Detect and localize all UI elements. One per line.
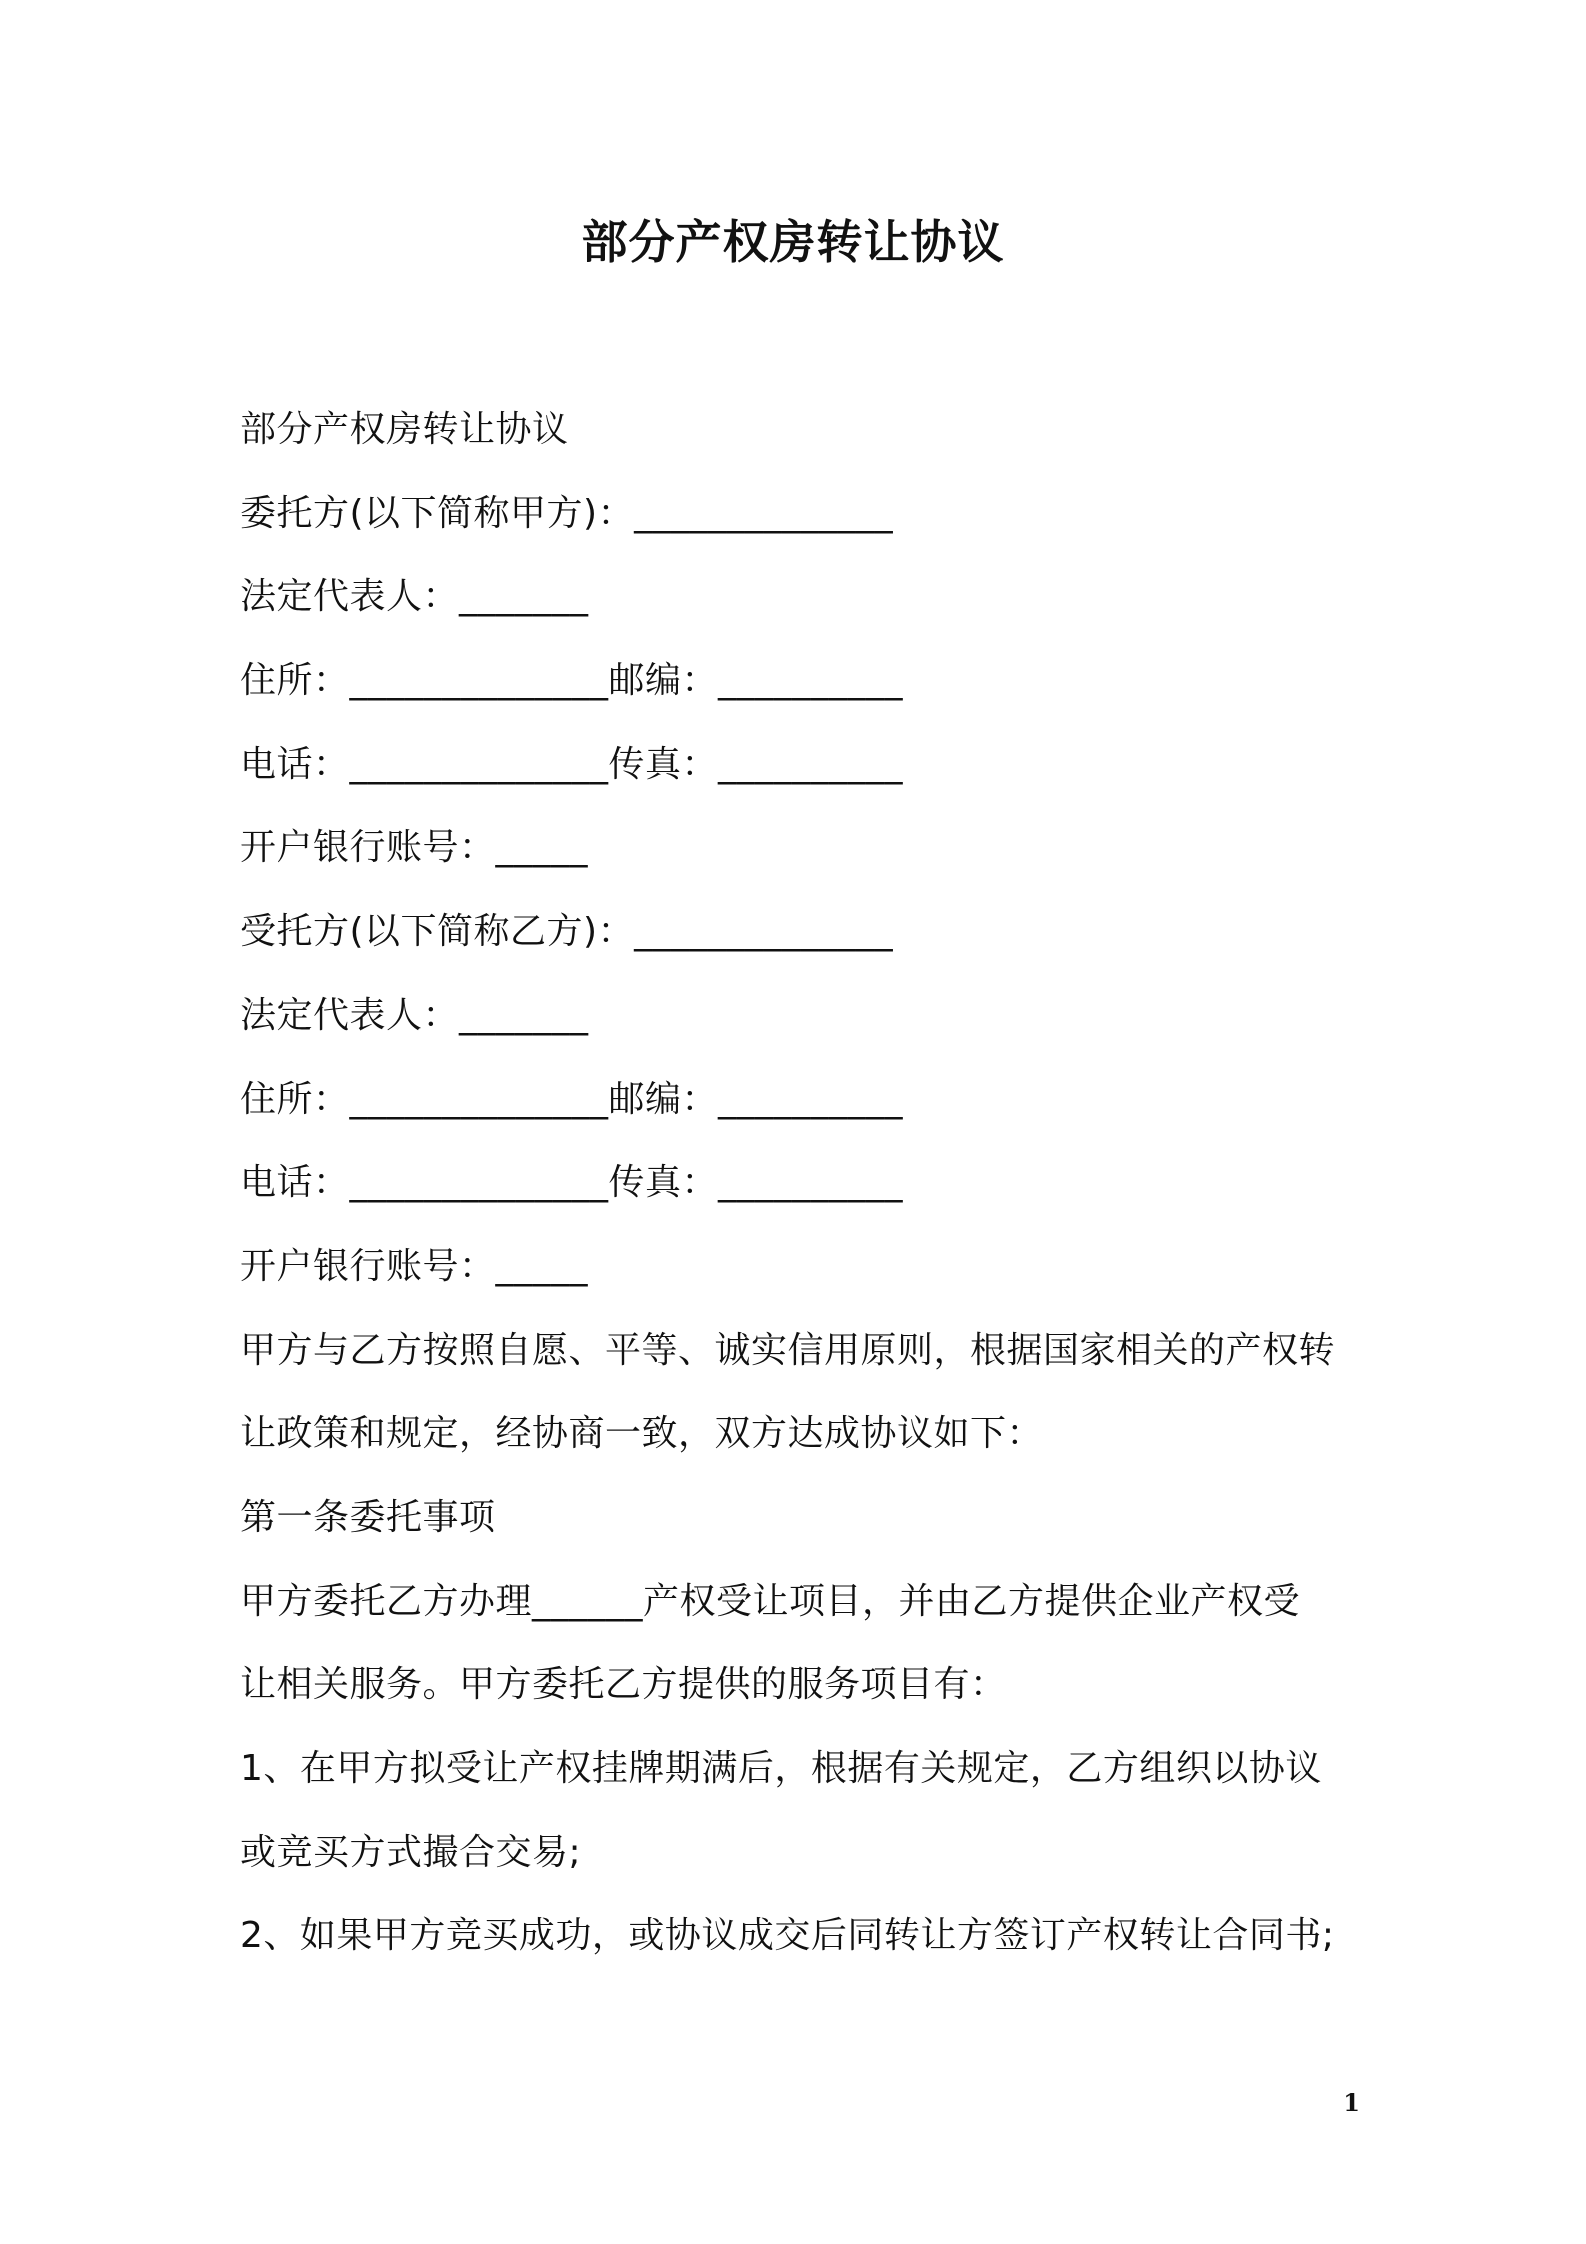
document-body bbox=[240, 405, 1360, 1995]
article-text-line: 甲方委托乙方办理______产权受让项目，并由乙方提供企业产权受 bbox=[240, 1580, 1301, 1622]
service-item-line: 1、在甲方拟受让产权挂牌期满后，根据有关规定，乙方组织以协议 bbox=[240, 1748, 1322, 1789]
party-a-address-line: 住所：______________邮编：__________ bbox=[240, 660, 904, 702]
page-number: 1 bbox=[1343, 2088, 1360, 2117]
party-b-address-line: 住所：______________邮编：__________ bbox=[240, 1078, 904, 1120]
party-b-phone-line: 电话：______________传真：__________ bbox=[240, 1162, 904, 1204]
service-item-line: 或竞买方式撮合交易; bbox=[240, 1831, 582, 1873]
party-b-representative-line: 法定代表人：_______ bbox=[240, 994, 589, 1036]
page-title: 部分产权房转让协议 bbox=[581, 215, 1005, 269]
party-a-phone-line: 电话：______________传真：__________ bbox=[240, 743, 904, 785]
party-a-name-line: 委托方(以下简称甲方)：______________ bbox=[240, 492, 894, 534]
service-item-line: 2、如果甲方竞买成功，或协议成交后同转让方签订产权转让合同书; bbox=[240, 1915, 1335, 1957]
party-a-bank-line: 开户银行账号：_____ bbox=[240, 827, 589, 869]
article-heading: 第一条委托事项 bbox=[240, 1496, 496, 1538]
party-a-representative-line: 法定代表人：_______ bbox=[240, 576, 589, 618]
preamble-line: 让政策和规定，经协商一致，双方达成协议如下： bbox=[240, 1413, 1044, 1455]
party-b-bank-line: 开户银行账号：_____ bbox=[240, 1245, 589, 1287]
party-b-name-line: 受托方(以下简称乙方)：______________ bbox=[240, 911, 894, 953]
article-text-line: 让相关服务。甲方委托乙方提供的服务项目有： bbox=[240, 1664, 1007, 1706]
preamble-line: 甲方与乙方按照自愿、平等、诚实信用原则，根据国家相关的产权转 bbox=[240, 1329, 1336, 1371]
subtitle-line: 部分产权房转让协议 bbox=[240, 409, 569, 450]
